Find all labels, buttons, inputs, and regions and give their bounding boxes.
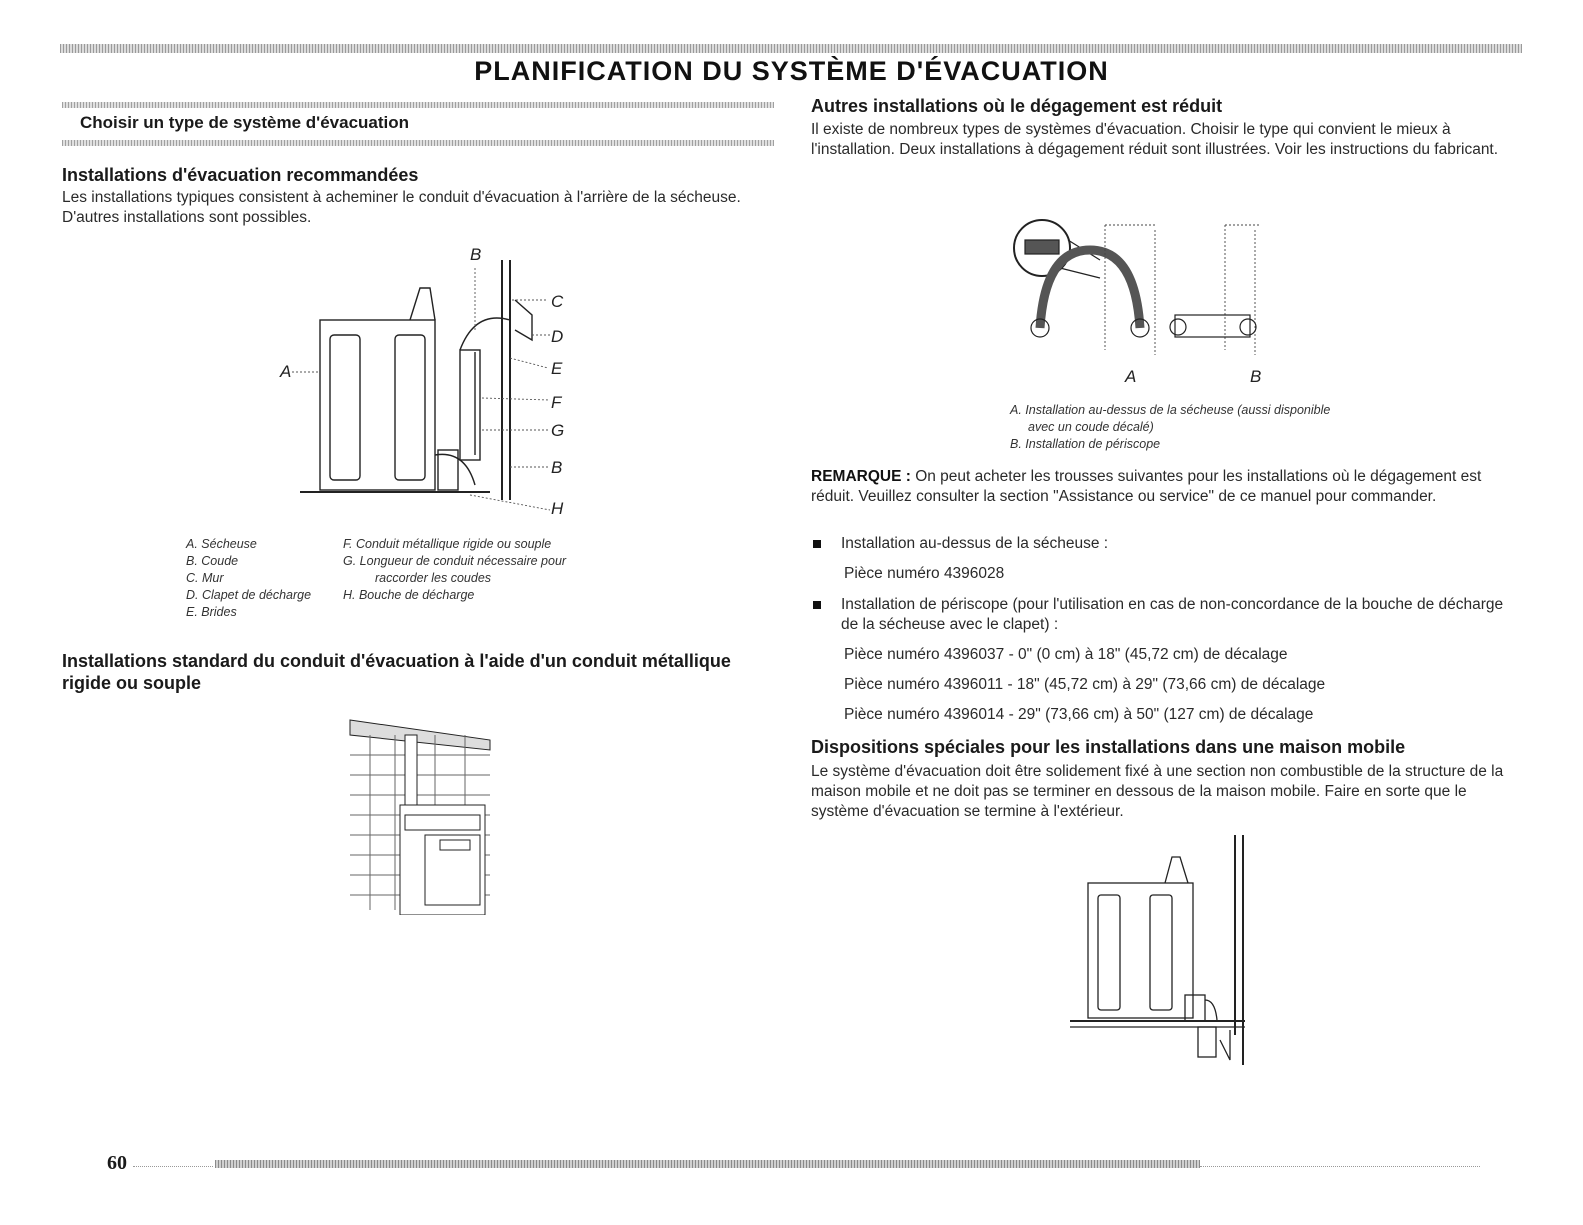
part-number: Pièce numéro 4396037 - 0" (0 cm) à 18" (45,72 cm) de décalage	[844, 646, 1288, 663]
recommended-heading: Installations d'évacuation recommandées	[62, 165, 419, 185]
label-B-top: B	[470, 245, 482, 264]
part-number: Pièce numéro 4396011 - 18" (45,72 cm) à 29" (73,66 cm) de décalage	[844, 676, 1326, 693]
section-rule-top	[62, 102, 774, 108]
section-bar	[62, 100, 777, 152]
legend-right	[343, 536, 663, 604]
label-A: A	[1125, 367, 1137, 386]
page-number: 60	[107, 1152, 127, 1174]
remarque-paragraph	[811, 467, 1523, 507]
kit-list	[813, 534, 1523, 725]
remarque-label: REMARQUE :	[811, 468, 911, 485]
legend-item: H. Bouche de décharge	[343, 588, 475, 602]
list-item	[813, 534, 1523, 554]
legend-item: A. Sécheuse	[186, 537, 257, 551]
label-D: D	[551, 327, 564, 346]
mobile-text: Le système d'évacuation doit être solidement fixé à une section non combustible de la structure de la maison mobile et ne doit pas se terminer en dessous de la maison mobile. Faire en sorte que le système d'évacuation se termine à l'extérieur.	[811, 763, 1504, 820]
page-title: PLANIFICATION DU SYSTÈME D'ÉVACUATION	[474, 56, 1109, 86]
caption-b: B. Installation de périscope	[1010, 437, 1161, 451]
mobile-heading: Dispositions spéciales pour les installations dans une maison mobile	[811, 737, 1406, 757]
legend-item: F. Conduit métallique rigide ou souple	[343, 537, 552, 551]
list-item	[813, 595, 1523, 635]
exhaust-diagram-2	[345, 715, 495, 915]
bullet-icon	[813, 540, 821, 548]
section-rule-bottom	[62, 140, 774, 146]
footer-band	[215, 1160, 1200, 1168]
legend-left	[186, 536, 356, 621]
label-E: E	[551, 359, 563, 378]
left-column	[62, 100, 777, 228]
label-A: A	[280, 362, 292, 381]
remarque-text: On peut acheter les trousses suivantes pour les installations où le dégagement est réduit. Veuillez consulter la section "Assistance ou service" de ce manuel pour commander.	[811, 468, 1482, 505]
exhaust-diagram-1	[270, 240, 600, 520]
caption-a: A. Installation au-dessus de la sécheuse (aussi disponible	[1010, 403, 1331, 417]
figure-caption	[1010, 402, 1430, 453]
dryer-body	[320, 320, 435, 490]
legend-item: raccorder les coudes	[375, 571, 492, 585]
caption-a-cont: avec un coude décalé)	[1028, 420, 1154, 434]
top-band	[60, 44, 1522, 53]
footer-rule	[133, 1166, 213, 1167]
list-item-text: Installation de périscope (pour l'utilisation en cas de non-concordance de la bouche de décharge de la sécheuse avec le clapet) :	[841, 596, 1504, 633]
right-column	[811, 95, 1523, 160]
label-B: B	[1250, 367, 1262, 386]
exhaust-diagram-3	[1000, 210, 1275, 390]
reduced-text: Il existe de nombreux types de systèmes d'évacuation. Choisir le type qui convient le mieux à l'installation. Deux installations à dégagement réduit sont illustrées. Voir les instructions du fabricant.	[811, 121, 1499, 158]
label-C: C	[551, 292, 564, 311]
footer-rule	[1200, 1166, 1480, 1167]
list-item-text: Installation au-dessus de la sécheuse :	[841, 535, 1109, 552]
part-number: Pièce numéro 4396028	[844, 565, 1005, 582]
label-B-bottom: B	[551, 458, 563, 477]
legend-item: D. Clapet de décharge	[186, 588, 312, 602]
label-H: H	[551, 499, 564, 518]
legend-item: C. Mur	[186, 571, 224, 585]
reduced-heading: Autres installations où le dégagement est réduit	[811, 96, 1223, 116]
recommended-text: Les installations typiques consistent à acheminer le conduit d'évacuation à l'arrière de la sécheuse. D'autres installations sont possibles.	[62, 189, 741, 226]
label-G: G	[551, 421, 565, 440]
part-number: Pièce numéro 4396014 - 29" (73,66 cm) à 50" (127 cm) de décalage	[844, 706, 1314, 723]
exhaust-diagram-4	[1070, 835, 1270, 1065]
legend-item: E. Brides	[186, 605, 237, 619]
legend-item: G. Longueur de conduit nécessaire pour	[343, 554, 567, 568]
legend-item: B. Coude	[186, 554, 239, 568]
standard-heading: Installations standard du conduit d'évacuation à l'aide d'un conduit métallique rigide ou souple	[62, 651, 731, 693]
label-F: F	[551, 393, 562, 412]
section-title: Choisir un type de système d'évacuation	[80, 113, 410, 132]
bullet-icon	[813, 601, 821, 609]
